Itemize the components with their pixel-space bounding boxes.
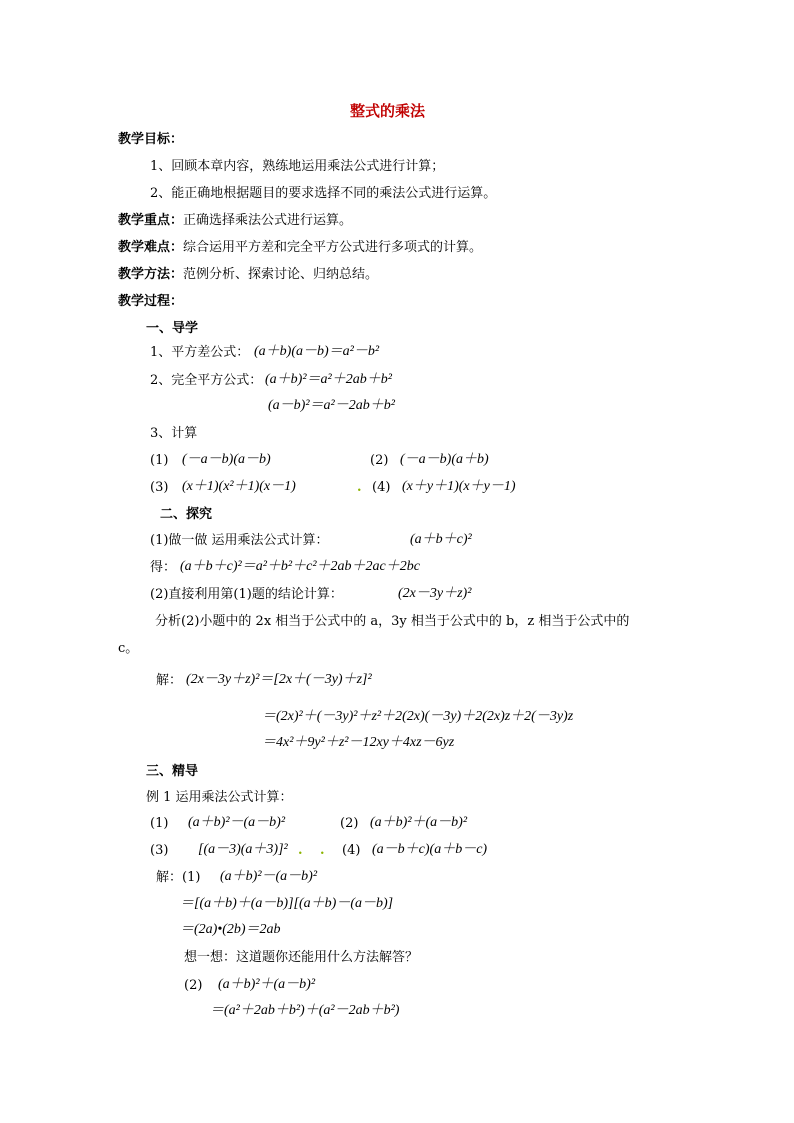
calc-1-label: (1): [150, 453, 169, 468]
section-3-heading: 三、精导: [146, 764, 199, 779]
stray-dot-2: .: [298, 843, 303, 858]
do-it-label: (1)做一做 运用乘法公式计算：: [150, 533, 329, 548]
answer-2-label: (2): [184, 978, 203, 993]
calc-2-expr: (－a－b)(a＋b): [400, 452, 489, 467]
calc-3-label: (3): [150, 480, 169, 495]
page-title: 整式的乘法: [350, 102, 426, 120]
answer-2-expr: (a＋b)²＋(a－b)²: [218, 977, 316, 992]
goal-heading: 教学目标：: [118, 132, 184, 147]
calc-1-expr: (－a－b)(a－b): [182, 452, 271, 467]
analysis-line-2: c。: [118, 641, 139, 656]
key-point-label: 教学重点：: [118, 213, 184, 228]
example-1-3-label: (3): [150, 843, 169, 858]
answer-label: 解：(1): [156, 870, 201, 885]
method-text: 范例分析、探索讨论、归纳总结。: [183, 267, 379, 282]
calc-label: 3、计算: [150, 426, 198, 441]
analysis-line-1: 分析(2)小题中的 2x 相当于公式中的 a，3y 相当于公式中的 b，z 相当于公式中的: [155, 614, 630, 629]
difficulty-label: 教学难点：: [118, 240, 184, 255]
answer-expr: (a＋b)²－(a－b)²: [220, 869, 318, 884]
answer-2-step-1: ＝(a²＋2ab＋b²)＋(a²－2ab＋b²): [210, 1003, 400, 1018]
example-1-1-expr: (a＋b)²－(a－b)²: [188, 815, 286, 830]
think-prompt: 想一想：这道题你还能用什么方法解答？: [184, 950, 419, 965]
example-1-label: 例 1 运用乘法公式计算：: [146, 790, 293, 805]
example-1-1-label: (1): [150, 816, 169, 831]
goal-item-2: 2、能正确地根据题目的要求选择不同的乘法公式进行运算。: [150, 186, 497, 201]
calc-3-expr: (x＋1)(x²＋1)(x－1): [182, 479, 296, 494]
formula-2-label: 2、完全平方公式：: [150, 373, 263, 388]
section-1-heading: 一、导学: [146, 321, 199, 336]
example-1-2-expr: (a＋b)²＋(a－b)²: [370, 815, 468, 830]
section-2-heading: 二、探究: [160, 507, 213, 522]
calc-4-expr: (x＋y＋1)(x＋y－1): [402, 479, 516, 494]
calc-4-label: (4): [372, 480, 391, 495]
result-expr: (a＋b＋c)²＝a²＋b²＋c²＋2ab＋2ac＋2bc: [180, 559, 420, 574]
do-it-expr: (a＋b＋c)²: [410, 532, 472, 547]
key-point-text: 正确选择乘法公式进行运算。: [183, 213, 353, 228]
formula-2-expr-1: (a＋b)²＝a²＋2ab＋b²: [265, 372, 392, 387]
goal-item-1: 1、回顾本章内容，熟练地运用乘法公式进行计算；: [150, 159, 445, 174]
formula-1-expr: (a＋b)(a－b)＝a²－b²: [254, 344, 380, 359]
process-heading: 教学过程：: [118, 294, 184, 309]
formula-1-label: 1、平方差公式：: [150, 345, 250, 360]
example-1-4-label: (4): [342, 843, 361, 858]
formula-2-expr-2: (a－b)²＝a²－2ab＋b²: [268, 398, 395, 413]
solution-line-3: ＝4x²＋9y²＋z²－12xy＋4xz－6yz: [262, 735, 455, 750]
example-1-3-expr: [(a－3)(a＋3)]²: [198, 842, 288, 857]
key-point-line: [118, 212, 352, 230]
example-1-4-expr: (a－b＋c)(a＋b－c): [372, 842, 488, 857]
difficulty-line: [118, 239, 482, 257]
answer-step-1: ＝[(a＋b)＋(a－b)][(a＋b)－(a－b)]: [180, 896, 394, 911]
solution-line-1: (2x－3y＋z)²＝[2x＋(－3y)＋z]²: [186, 672, 372, 687]
method-line: [118, 266, 378, 284]
result-label: 得：: [150, 560, 177, 575]
difficulty-text: 综合运用平方差和完全平方公式进行多项式的计算。: [183, 240, 483, 255]
answer-step-2: ＝(2a)•(2b)＝2ab: [180, 922, 281, 937]
solution-line-2: ＝(2x)²＋(－3y)²＋z²＋2(2x)(－3y)＋2(2x)z＋2(－3y)z: [262, 709, 574, 724]
method-label: 教学方法：: [118, 267, 184, 282]
stray-dot-3: .: [320, 843, 325, 858]
stray-dot-1: .: [357, 480, 362, 495]
direct-calc-label: (2)直接利用第(1)题的结论计算：: [150, 587, 343, 602]
direct-calc-expr: (2x－3y＋z)²: [398, 586, 472, 601]
example-1-2-label: (2): [340, 816, 359, 831]
calc-2-label: (2): [370, 453, 389, 468]
solution-label: 解：: [156, 673, 183, 688]
